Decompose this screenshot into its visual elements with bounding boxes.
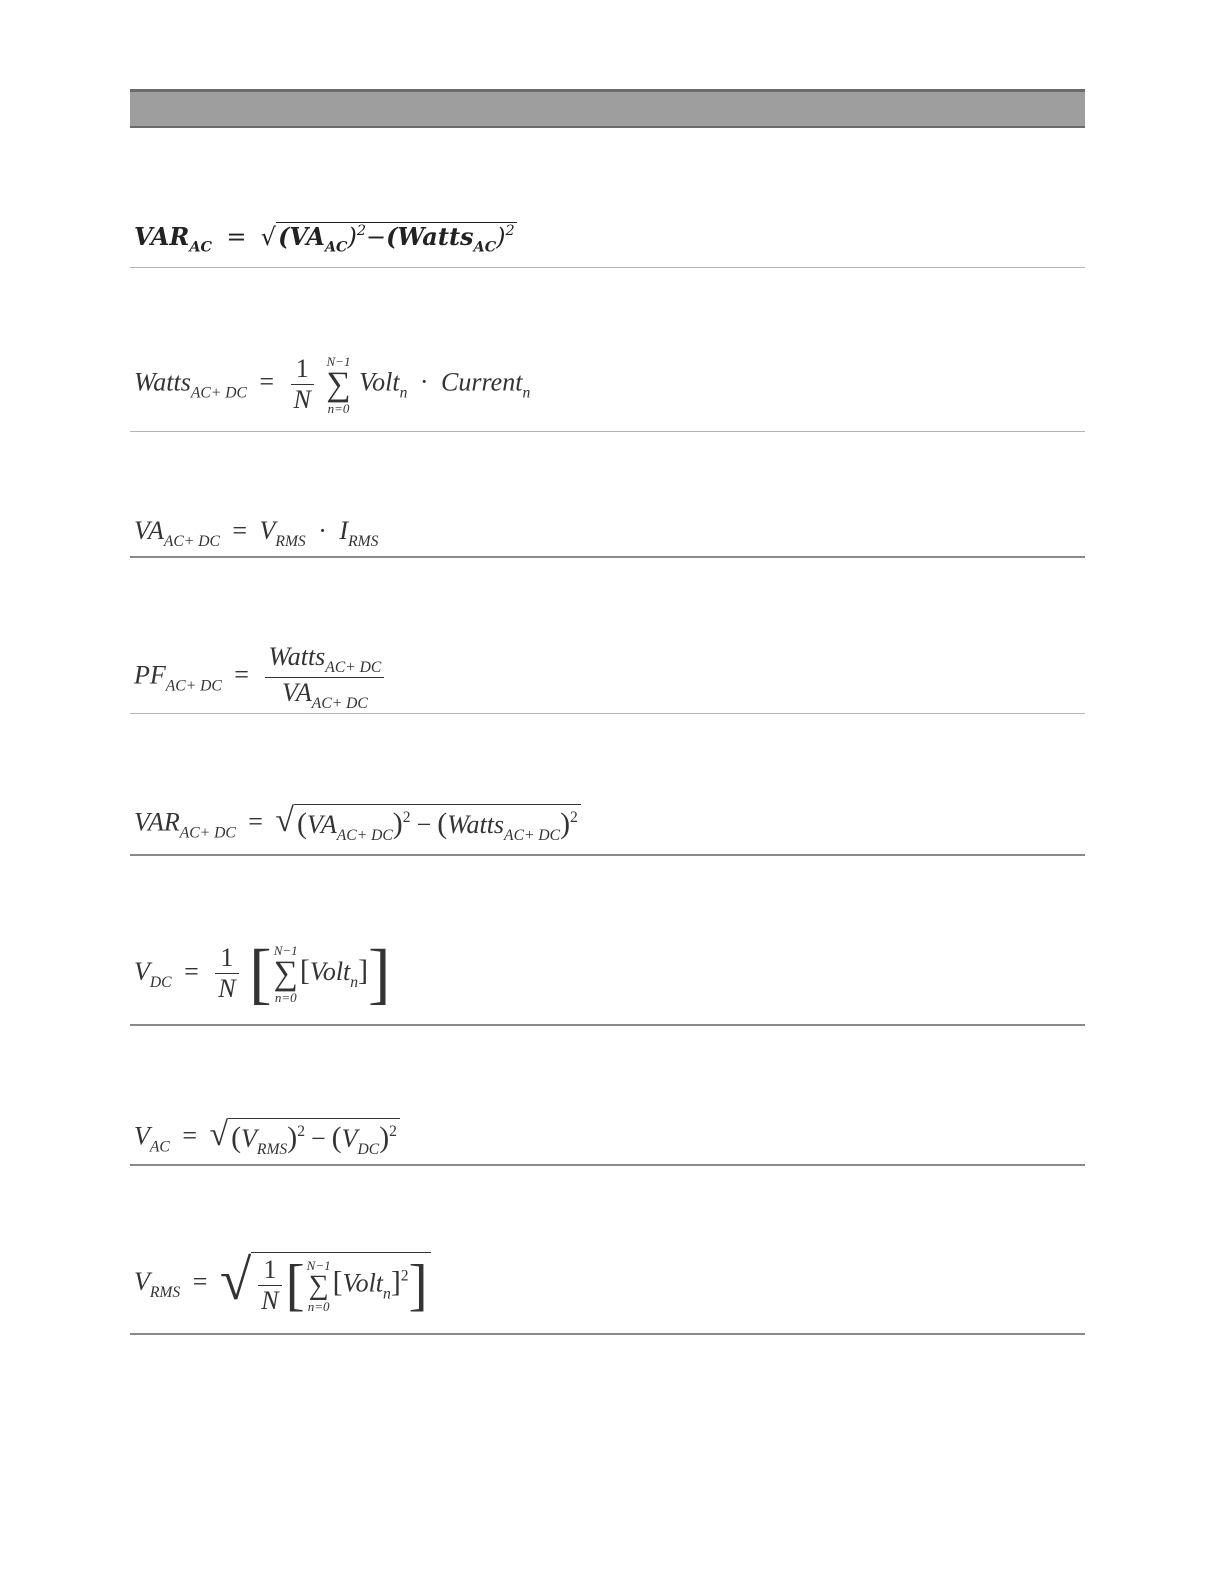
equals-sign: =: [234, 660, 249, 690]
lhs-subscript: AC+ DC: [163, 533, 220, 551]
numerator: 1: [220, 943, 234, 973]
sum-upper-limit: N−1: [326, 353, 351, 369]
term: Watts: [447, 810, 505, 839]
formula-row-var-ac: [130, 130, 1085, 268]
summation: [326, 355, 350, 415]
term-subscript: AC: [473, 238, 497, 256]
lhs: PF: [134, 660, 166, 690]
left-bracket: [: [249, 936, 272, 1011]
formula-watts-acdc: [134, 354, 530, 415]
lhs-subscript: AC+ DC: [179, 824, 236, 842]
fraction: [215, 943, 238, 1004]
term: V: [241, 1124, 257, 1153]
formula-row-v-rms: [130, 1166, 1085, 1336]
numerator: [265, 642, 384, 677]
formula-row-va-acdc: [130, 432, 1085, 558]
sigma-icon: ∑: [326, 365, 351, 403]
lhs-subscript: AC+ DC: [165, 677, 222, 695]
square-root: [275, 804, 580, 845]
equals-sign: =: [259, 367, 275, 397]
fraction: [258, 1255, 281, 1316]
lhs-subscript: AC+ DC: [190, 384, 247, 402]
equals-sign: =: [184, 956, 199, 986]
sum-lower-limit: n=0: [274, 989, 297, 1005]
term: V: [341, 1124, 358, 1153]
equals-sign: =: [182, 1121, 197, 1151]
exponent: 2: [402, 809, 411, 827]
sigma-icon: ∑: [308, 1269, 329, 1301]
denominator: N: [215, 973, 238, 1004]
sum-lower-limit: n=0: [307, 1298, 330, 1314]
lhs: VA: [134, 516, 164, 545]
fraction: [265, 642, 384, 713]
term: (Watts: [386, 222, 474, 251]
lhs: V: [134, 956, 150, 986]
term: VA: [281, 678, 312, 708]
term-subscript: n: [350, 973, 359, 991]
exponent: 2: [356, 222, 366, 239]
square-root: [219, 1249, 431, 1317]
square-root: [210, 1118, 400, 1159]
paren: ): [347, 223, 357, 251]
radicand: $\frac{1}{N}$ [ N−1 ∑ n=0 [Volt$_n$]$^2$]: [251, 1252, 430, 1316]
row-divider: [130, 1333, 1085, 1335]
term: Volt: [342, 1268, 384, 1298]
formula-row-v-dc: [130, 856, 1085, 1026]
sum-upper-limit: N−1: [306, 1257, 331, 1273]
numerator: 1: [295, 354, 309, 383]
equals-sign: =: [248, 807, 263, 837]
right-bracket: ]: [408, 1253, 428, 1317]
lhs: VAR: [134, 807, 180, 837]
term-subscript: AC+ DC: [336, 827, 393, 845]
formula-v-rms: [134, 1249, 431, 1317]
term: Volt: [359, 367, 400, 397]
lhs-subscript: AC: [189, 238, 212, 256]
table-header-bar: [130, 89, 1085, 128]
denominator: N: [258, 1285, 281, 1316]
term-subscript: RMS: [256, 1141, 288, 1159]
term-subscript: RMS: [348, 533, 379, 551]
denominator: [265, 677, 384, 713]
term: Watts: [268, 642, 326, 671]
summation: [274, 944, 298, 1004]
sqrt-icon: √: [275, 802, 294, 839]
radicand: [276, 222, 517, 256]
term-subscript: RMS: [275, 533, 306, 551]
sqrt-icon: √: [219, 1249, 252, 1312]
term-subscript: DC: [357, 1141, 380, 1159]
lhs-subscript: RMS: [149, 1283, 181, 1301]
formula-row-var-acdc: [130, 714, 1085, 856]
minus-sign: −: [365, 223, 387, 251]
term: Volt: [309, 956, 351, 986]
term-subscript: AC+ DC: [311, 695, 368, 713]
exponent: 2: [505, 222, 515, 239]
lhs: VAR: [134, 222, 190, 251]
exponent: 2: [570, 809, 578, 827]
formula-row-watts-acdc: [130, 268, 1085, 432]
term-subscript: n: [399, 384, 408, 402]
formula-pf-acdc: [134, 642, 388, 713]
lhs: V: [134, 1266, 150, 1296]
fraction: [291, 354, 314, 415]
lhs: V: [134, 1121, 150, 1151]
equals-sign: =: [192, 1266, 208, 1296]
sigma-icon: ∑: [273, 954, 298, 992]
dot-operator: ·: [318, 516, 327, 545]
dot-operator: ·: [419, 367, 429, 397]
formula-var-ac: [134, 222, 517, 255]
formula-var-acdc: [134, 804, 581, 845]
numerator: 1: [263, 1255, 277, 1284]
formula-row-pf-acdc: [130, 558, 1085, 714]
term: Current: [441, 367, 523, 397]
right-bracket: ]: [368, 936, 391, 1011]
exponent: 2: [400, 1267, 409, 1285]
minus-sign: −: [311, 1124, 326, 1153]
term-subscript: AC: [324, 238, 348, 256]
term-subscript: AC+ DC: [325, 659, 382, 677]
radicand: $(V_{RMS})^2 - (V_{DC})^2$: [228, 1118, 400, 1159]
formula-v-ac: [134, 1118, 400, 1159]
exponent: 2: [389, 1123, 397, 1141]
term-subscript: AC+ DC: [504, 827, 561, 845]
paren: ): [496, 223, 506, 251]
formula-va-acdc: [134, 516, 378, 551]
lhs-subscript: AC: [149, 1138, 170, 1156]
sum-upper-limit: N−1: [273, 942, 298, 958]
denominator: N: [291, 384, 314, 415]
equals-sign: =: [226, 223, 247, 251]
term-subscript: n: [383, 1285, 391, 1303]
summation: [307, 1259, 331, 1313]
term-subscript: n: [522, 384, 531, 402]
formula-row-v-ac: [130, 1026, 1085, 1166]
radicand: $(VA_{AC+ DC})^2$ − (Watts$_{AC+ DC}$)$^2$: [294, 804, 581, 845]
term: I: [339, 516, 349, 545]
sum-lower-limit: n=0: [327, 400, 350, 416]
minus-sign: −: [416, 810, 432, 839]
term: (VA: [278, 222, 325, 251]
left-bracket: [: [285, 1253, 305, 1317]
exponent: 2: [297, 1123, 305, 1141]
term: VA: [306, 810, 337, 839]
lhs-subscript: DC: [149, 973, 172, 991]
sqrt-icon: √: [260, 223, 277, 251]
sqrt-icon: √: [209, 1116, 229, 1153]
term: V: [259, 516, 276, 545]
equals-sign: =: [232, 516, 248, 545]
formula-v-dc: $V_{DC}$ = $\frac{1}{N}$ [ N−1 ∑ n=0 [Volt$_n$]]: [134, 936, 391, 1011]
lhs: Watts: [134, 367, 191, 397]
